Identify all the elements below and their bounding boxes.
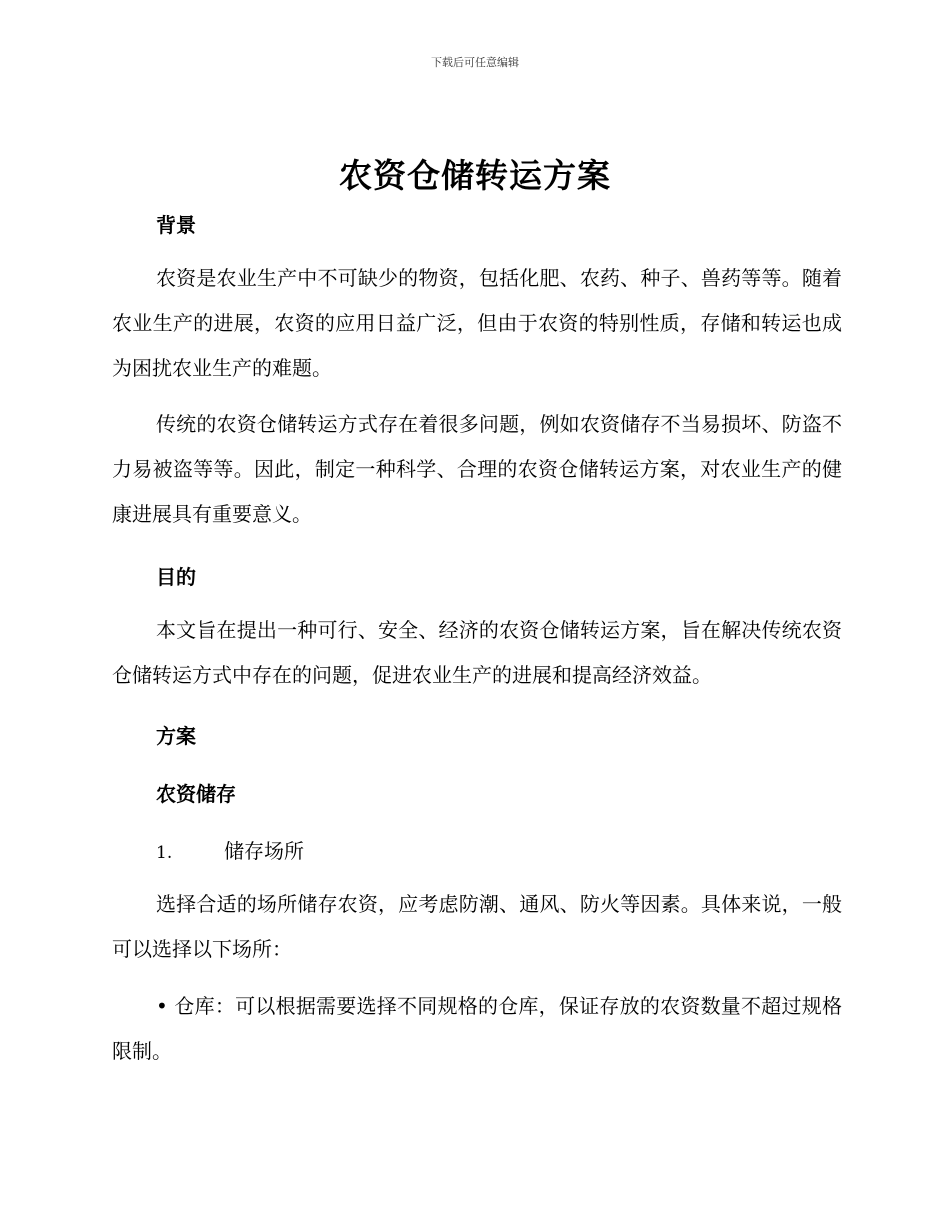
section-heading-plan: 方案 — [156, 724, 196, 748]
section-heading-purpose: 目的 — [156, 565, 196, 589]
header-note: 下载后可任意编辑 — [431, 56, 519, 69]
paragraph-purpose-1: 本文旨在提出一种可行、安全、经济的农资仓储转运方案，旨在解决传统农资仓储转运方式中存在的问题，促进农业生产的进展和提高经济效益。 — [112, 618, 842, 687]
paragraph-background-2: 传统的农资仓储转运方式存在着很多问题，例如农资储存不当易损坏、防盗不力易被盗等等。因此，制定一种科学、合理的农资仓储转运方案，对农业生产的健康进展具有重要意义。 — [112, 412, 842, 526]
subsection-heading-storage: 农资储存 — [156, 782, 236, 806]
section-heading-background: 背景 — [156, 213, 196, 237]
list-item-number: 1. — [156, 843, 173, 863]
paragraph-storage-1: 选择合适的场所储存农资，应考虑防潮、通风、防火等因素。具体来说，一般可以选择以下场所： — [112, 892, 842, 961]
document-title: 农资仓储转运方案 — [339, 156, 611, 195]
paragraph-storage-2: • 仓库：可以根据需要选择不同规格的仓库，保证存放的农资数量不超过规格限制。 — [112, 994, 842, 1063]
list-item-label: 储存场所 — [224, 839, 304, 863]
paragraph-background-1: 农资是农业生产中不可缺少的物资，包括化肥、农药、种子、兽药等等。随着农业生产的进展，农资的应用日益广泛，但由于农资的特别性质，存储和转运也成为困扰农业生产的难题。 — [112, 266, 842, 380]
list-item-storage-location — [156, 835, 304, 864]
